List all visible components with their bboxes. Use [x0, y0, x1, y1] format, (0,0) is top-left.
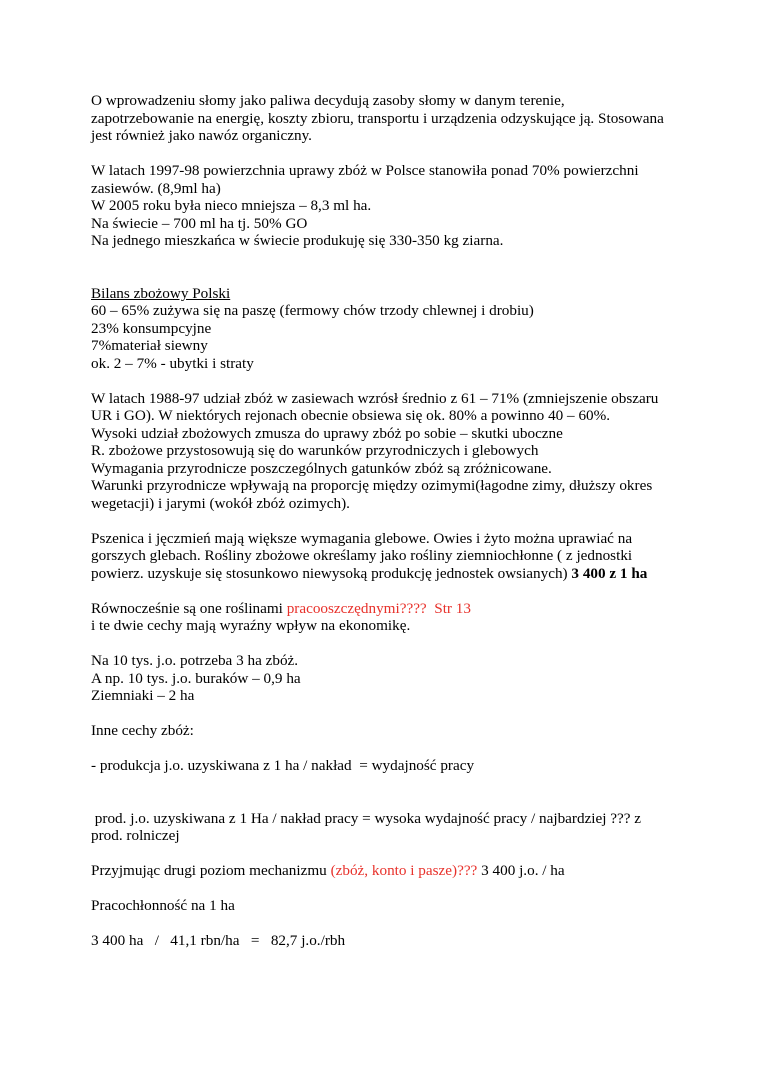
- text-line: gorszych glebach. Rośliny zbożowe określamy jako rośliny ziemniochłonne ( z jednostki: [91, 547, 633, 564]
- red-note: pracooszczędnymi???? Str 13: [286, 600, 471, 617]
- text-line: W latach 1997-98 powierzchnia uprawy zbóż w Polsce stanowiła ponad 70% powierzchni: [91, 162, 639, 179]
- text-line: R. zbożowe przystosowują się do warunków przyrodniczych i glebowych: [91, 442, 539, 459]
- text-line: Na świecie – 700 ml ha tj. 50% GO: [91, 215, 308, 232]
- text-line: Warunki przyrodnicze wpływają na proporcję między ozimymi(łagodne zimy, dłuższy okres: [91, 477, 653, 494]
- text-line: A np. 10 tys. j.o. buraków – 0,9 ha: [91, 670, 301, 687]
- text-line: [91, 565, 647, 583]
- text-line: prod. rolniczej: [91, 827, 180, 844]
- text-line: ok. 2 – 7% - ubytki i straty: [91, 355, 254, 372]
- red-note: (zbóż, konto i pasze)???: [330, 862, 478, 879]
- text-line: Na jednego mieszkańca w świecie produkuję się 330-350 kg ziarna.: [91, 232, 504, 249]
- text-line: W latach 1988-97 udział zbóż w zasiewach wzrósł średnio z 61 – 71% (zmniejszenie obszaru: [91, 390, 659, 407]
- text-line: jest również jako nawóz organiczny.: [91, 127, 312, 144]
- text-line: O wprowadzeniu słomy jako paliwa decydują zasoby słomy w danym terenie,: [91, 92, 565, 109]
- text-line: [91, 600, 471, 618]
- text-run: Równocześnie są one roślinami: [91, 600, 287, 617]
- text-line: 60 – 65% zużywa się na paszę (fermowy chów trzody chlewnej i drobiu): [91, 302, 534, 319]
- text-run: 3 400 j.o. / ha: [477, 862, 565, 879]
- text-line: zasiewów. (8,9ml ha): [91, 180, 221, 197]
- text-line: Pszenica i jęczmień mają większe wymagania glebowe. Owies i żyto można uprawiać na: [91, 530, 633, 547]
- text-line: - produkcja j.o. uzyskiwana z 1 ha / nakład = wydajność pracy: [91, 757, 475, 774]
- text-line: [91, 862, 565, 880]
- text-line: Wysoki udział zbożowych zmusza do uprawy zbóż po sobie – skutki uboczne: [91, 425, 563, 442]
- text-line: Inne cechy zbóż:: [91, 722, 194, 739]
- text-line: i te dwie cechy mają wyraźny wpływ na ekonomikę.: [91, 617, 411, 634]
- text-line: prod. j.o. uzyskiwana z 1 Ha / nakład pracy = wysoka wydajność pracy / najbardziej ??? z: [91, 810, 642, 827]
- text-line: wegetacji) i jarymi (wokół zbóż ozimych).: [91, 495, 350, 512]
- bold-value: 3 400 z 1 ha: [571, 565, 648, 582]
- text-run: powierz. uzyskuje się stosunkowo niewysoką produkcję jednostek owsianych): [91, 565, 568, 582]
- text-line: W 2005 roku była nieco mniejsza – 8,3 ml ha.: [91, 197, 372, 214]
- text-line: Pracochłonność na 1 ha: [91, 897, 235, 914]
- text-line: Wymagania przyrodnicze poszczególnych gatunków zbóż są zróżnicowane.: [91, 460, 552, 477]
- section-heading: Bilans zbożowy Polski: [91, 285, 231, 302]
- text-line: zapotrzebowanie na energię, koszty zbioru, transportu i urządzenia odzyskujące ją. Stosowana: [91, 110, 664, 127]
- text-line: Na 10 tys. j.o. potrzeba 3 ha zbóż.: [91, 652, 299, 669]
- text-line: 7%materiał siewny: [91, 337, 208, 354]
- text-line: 23% konsumpcyjne: [91, 320, 212, 337]
- text-line: 3 400 ha / 41,1 rbn/ha = 82,7 j.o./rbh: [91, 932, 346, 949]
- text-line: UR i GO). W niektórych rejonach obecnie obsiewa się ok. 80% a powinno 40 – 60%.: [91, 407, 611, 424]
- text-line: Ziemniaki – 2 ha: [91, 687, 195, 704]
- text-run: Przyjmując drugi poziom mechanizmu: [91, 862, 331, 879]
